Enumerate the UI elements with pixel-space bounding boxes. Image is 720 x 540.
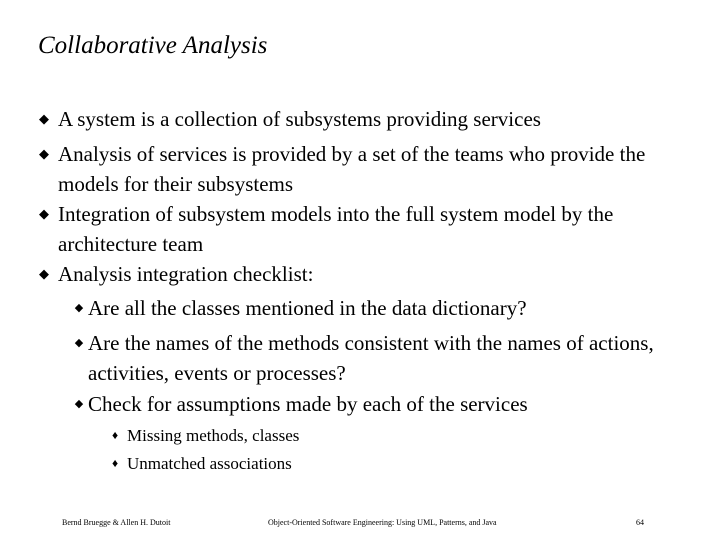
small-diamond-bullet-icon: ♦: [111, 428, 119, 442]
sub-sub-bullet-1: [111, 422, 627, 449]
footer-page-number: 64: [636, 518, 644, 527]
bullet-text: Analysis integration checklist:: [58, 262, 314, 286]
bullet-text: Analysis of services is provided by a set of the teams who provide the models for their subsystems: [58, 142, 646, 196]
small-diamond-bullet-icon: ♦: [111, 456, 119, 470]
bullet-3: [39, 199, 698, 259]
sub-bullet-3: [74, 389, 688, 419]
diamond-bullet-icon: ◆: [39, 206, 49, 221]
bullet-text: Integration of subsystem models into the full system model by the architecture team: [58, 202, 614, 256]
sub-bullet-1: [74, 293, 688, 323]
sub-bullet-text: Are all the classes mentioned in the data dictionary?: [88, 296, 527, 320]
bullet-4: [39, 259, 698, 289]
sub-bullet-text: Are the names of the methods consistent with the names of actions, activities, events or processes?: [88, 331, 654, 385]
sub-bullet-text: Check for assumptions made by each of the services: [88, 392, 528, 416]
diamond-bullet-icon: ◆: [39, 266, 49, 281]
square-bullet-icon: ◆: [74, 337, 84, 349]
footer-authors: Bernd Bruegge & Allen H. Dutoit: [62, 518, 171, 527]
sub-sub-bullet-2: [111, 450, 627, 477]
square-bullet-icon: ◆: [74, 302, 84, 314]
diamond-bullet-icon: ◆: [39, 146, 49, 161]
diamond-bullet-icon: ◆: [39, 111, 49, 126]
sub-sub-bullet-text: Missing methods, classes: [127, 426, 300, 445]
footer-book-title: Object-Oriented Software Engineering: Using UML, Patterns, and Java: [268, 518, 497, 527]
slide-title: Collaborative Analysis: [38, 32, 268, 59]
bullet-text: A system is a collection of subsystems providing services: [58, 107, 541, 131]
sub-sub-bullet-text: Unmatched associations: [127, 454, 292, 473]
sub-bullet-2: [74, 328, 688, 388]
bullet-1: [39, 104, 698, 134]
bullet-2: [39, 139, 698, 199]
square-bullet-icon: ◆: [74, 398, 84, 410]
